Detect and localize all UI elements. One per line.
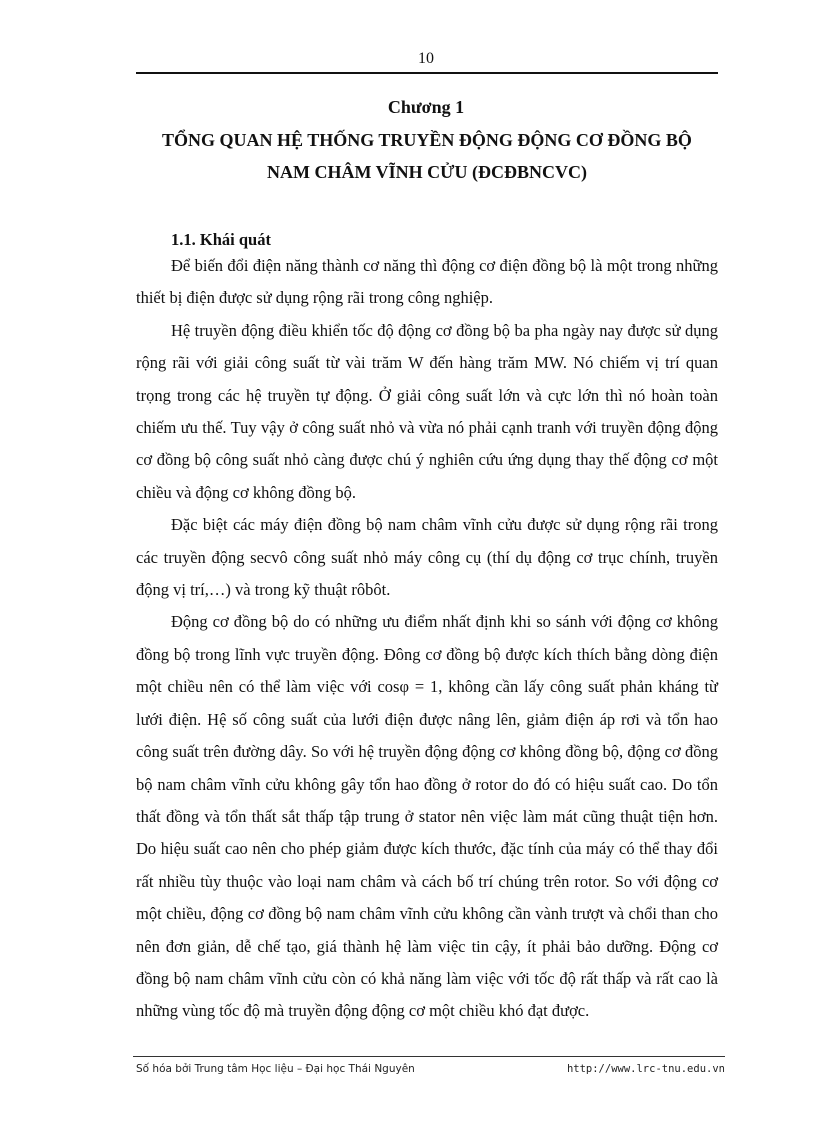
chapter-title-line-2: NAM CHÂM VĨNH CỬU (ĐCĐBNCVC) [267,162,587,182]
chapter-title-line-1: TỔNG QUAN HỆ THỐNG TRUYỀN ĐỘNG ĐỘNG CƠ ĐỒNG BỘ [162,130,692,150]
paragraph-3: Đặc biệt các máy điện đồng bộ nam châm vĩnh cửu được sử dụng rộng rãi trong các truyền động secvô công suất nhỏ máy công cụ (thí dụ động cơ trục chính, truyền động vị trí,…) và trong kỹ thuật rôbôt. [136,515,718,600]
body-text [136,250,718,1028]
paragraph-1: Để biến đổi điện năng thành cơ năng thì động cơ điện đồng bộ là một trong những thiết bị điện được sử dụng rộng rãi trong công nghiệp. [136,256,718,308]
page-number: 10 [418,50,434,67]
section-heading: 1.1. Khái quát [171,230,271,249]
footer-credit: Số hóa bởi Trung tâm Học liệu – Đại học Thái Nguyên [136,1063,415,1075]
footer-divider [133,1056,725,1057]
header-divider [136,72,718,74]
chapter-label: Chương 1 [387,97,465,117]
paragraph-4: Động cơ đồng bộ do có những ưu điểm nhất định khi so sánh với động cơ không đồng bộ trong lĩnh vực truyền động. Đông cơ đồng bộ được kích thích bằng dòng điện một chiều nên có thể làm việc với cosφ = 1, không cần lấy công suất phản kháng từ lưới điện. Hệ số công suất của lưới điện được nâng lên, giảm điện áp rơi và tổn hao công suất trên đường dây. So với hệ truyền động động cơ không đồng bộ, động cơ đồng bộ nam châm vĩnh cửu không gây tổn hao đồng ở rotor do đó có hiệu suất cao. Do tổn thất đồng và tổn thất sắt thấp tập trung ở stator nên việc làm mát cũng thuật tiện hơn. Do hiệu suất cao nên cho phép giảm được kích thước, đặc tính của máy có thể thay đổi rất nhiều tùy thuộc vào loại nam châm và cách bố trí chúng trên rotor. So với động cơ một chiều, động cơ đồng bộ nam châm vĩnh cửu không cần vành trượt và chổi than cho nên đơn giản, dễ chế tạo, giá thành hệ làm việc tin cậy, ít phải bảo dưỡng. Động cơ đồng bộ nam châm vĩnh cửu còn có khả năng làm việc với tốc độ rất thấp và rất cao là những vùng tốc độ mà truyền động động cơ một chiều khó đạt được. [136,612,718,1021]
footer-url: http://www.lrc-tnu.edu.vn [566,1063,725,1075]
paragraph-2: Hệ truyền động điều khiển tốc độ động cơ đồng bộ ba pha ngày nay được sử dụng rộng rãi với giải công suất từ vài trăm W đến hàng trăm MW. Nó chiếm vị trí quan trọng trong các hệ truyền tự động. Ở giải công suất lớn và cực lớn thì nó hoàn toàn chiếm ưu thế. Tuy vậy ở công suất nhỏ và vừa nó phải cạnh tranh với truyền động động cơ đồng bộ công suất nhỏ càng được chú ý nghiên cứu ứng dụng thay thế động cơ một chiều và động cơ không đồng bộ. [136,320,718,502]
